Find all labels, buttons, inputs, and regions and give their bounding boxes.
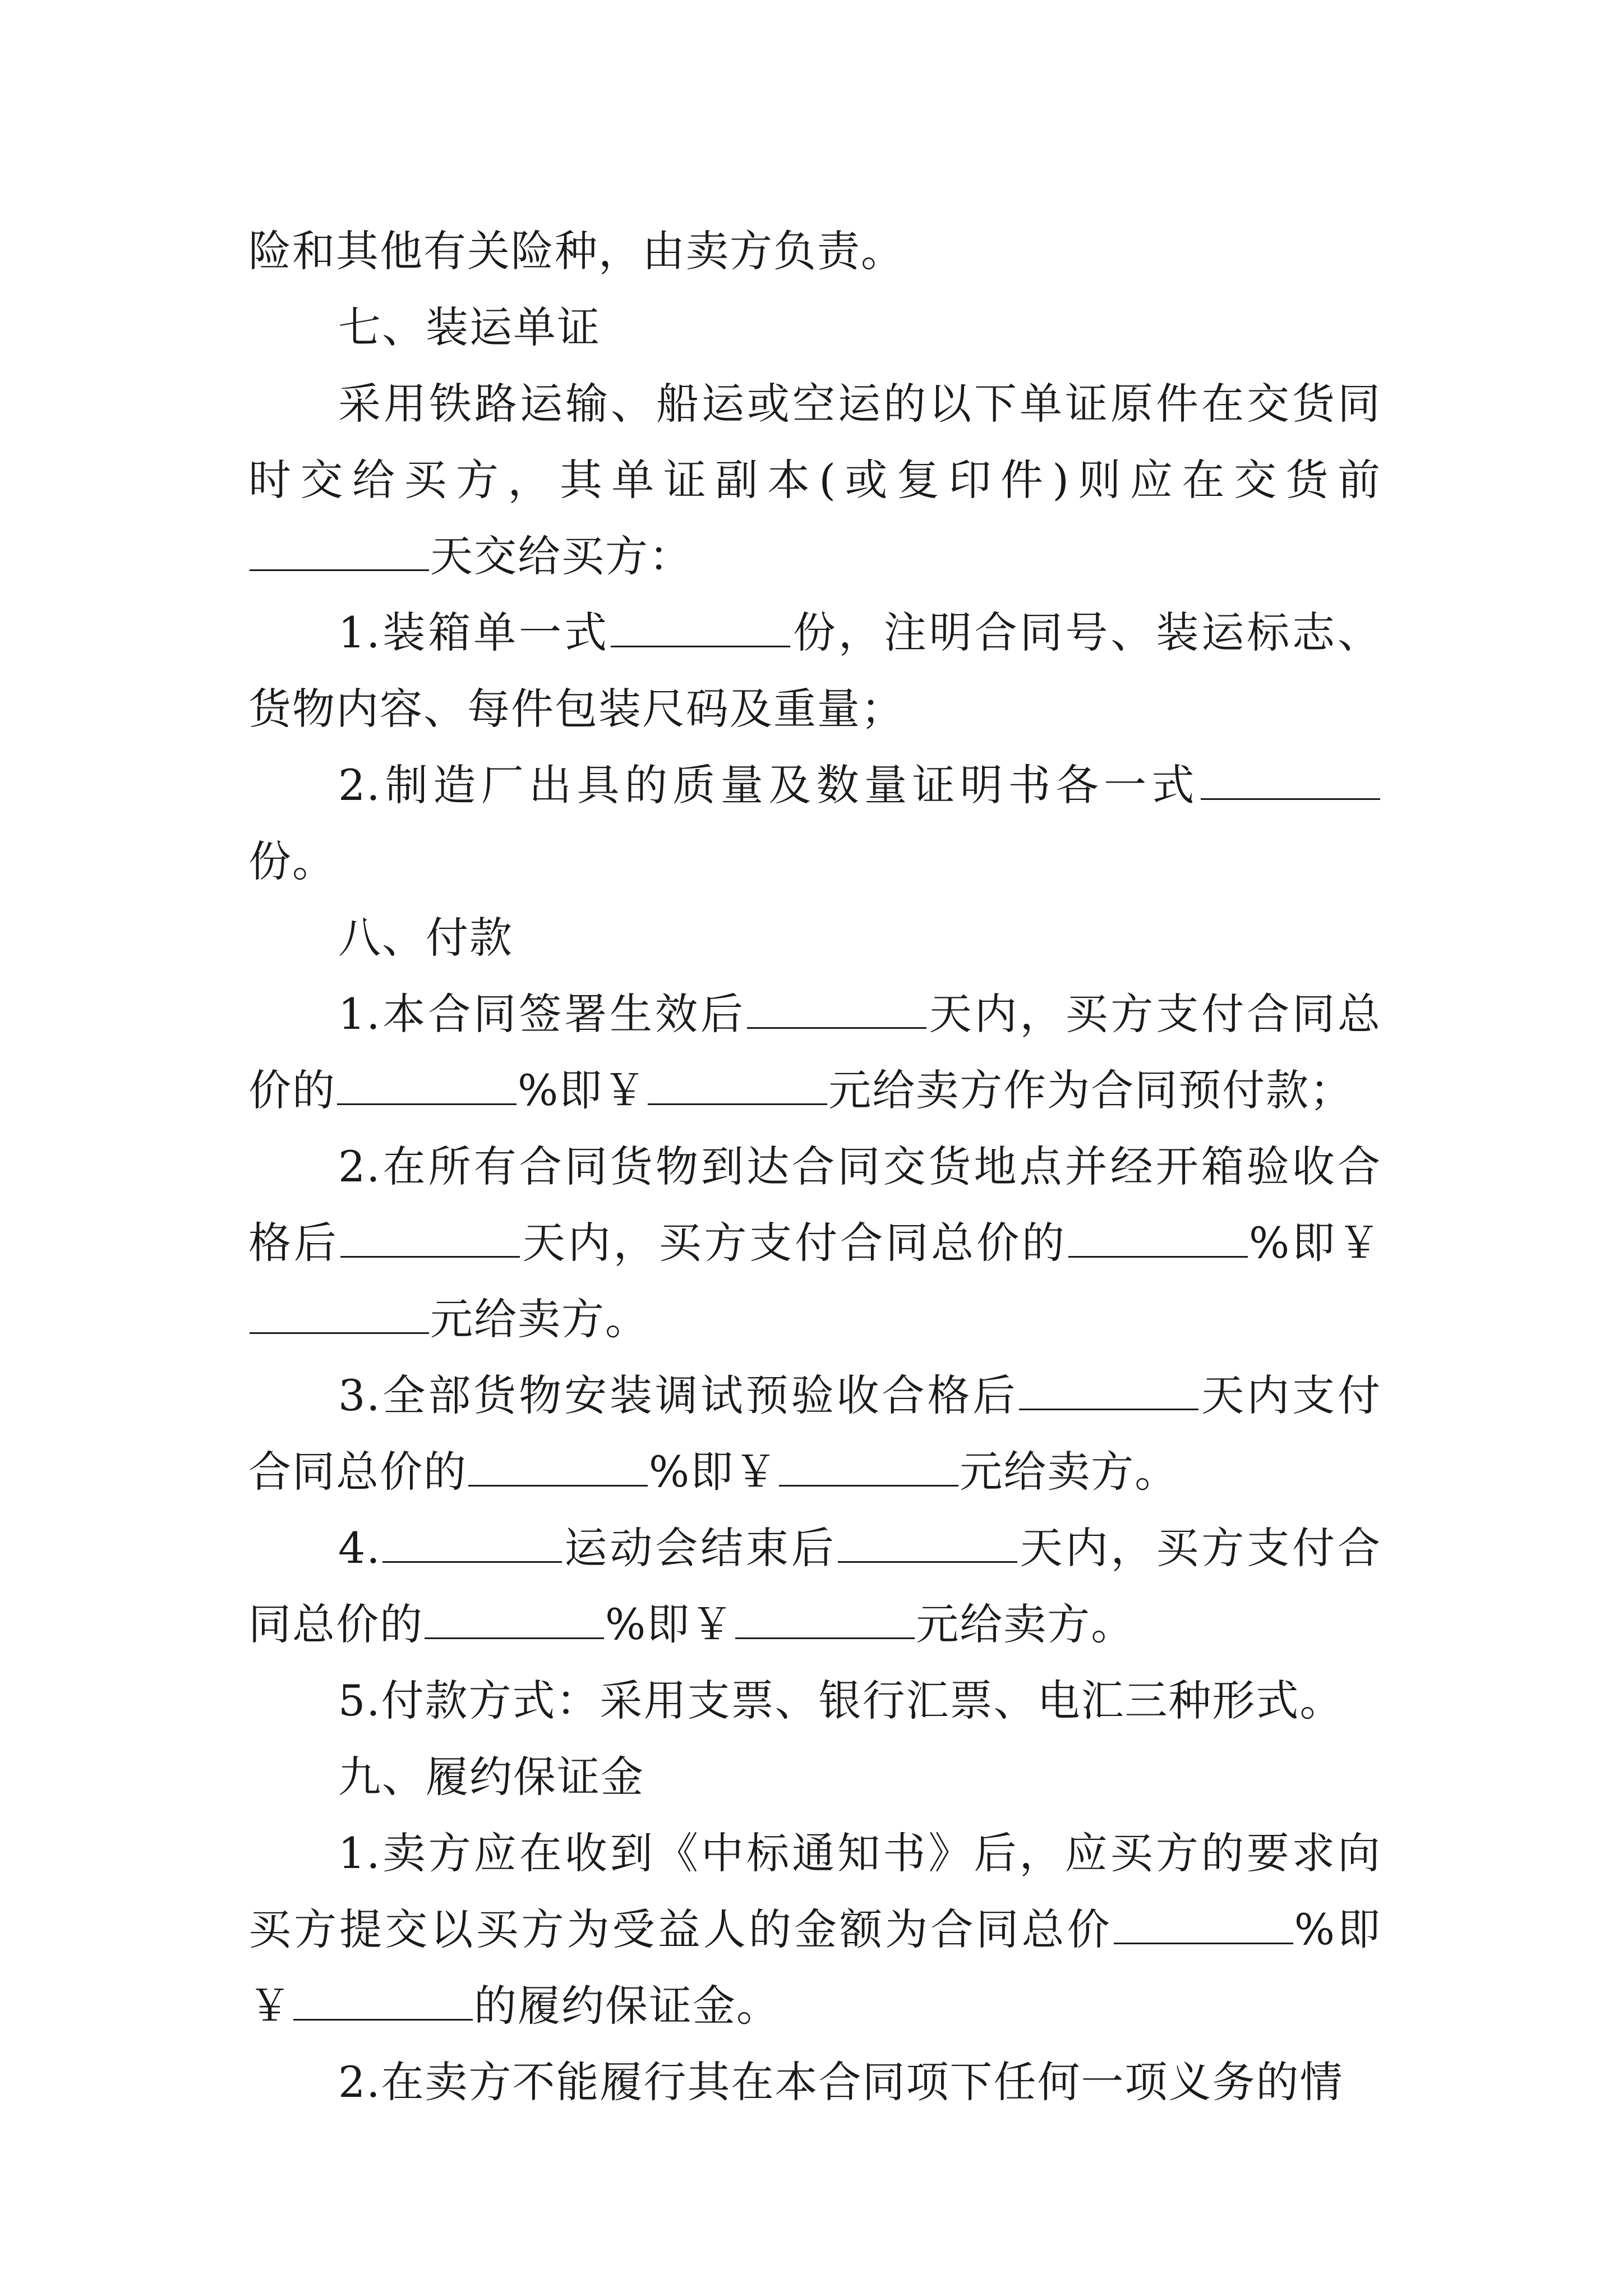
paragraph [248,595,1381,747]
paragraph-text: 八、付款 [338,913,513,963]
fill-in-blank[interactable] [293,1980,473,2021]
paragraph-text: 天内，买方支付合同总价的 [248,989,1381,1115]
paragraph-text: 4. [338,1523,381,1573]
paragraph-text: 2.在所有合同货物到达合同交货地点并经开箱验收合格后 [248,1142,1381,1268]
paragraph-text: 3.全部货物安装调试预验收合格后 [338,1370,1018,1420]
fill-in-blank[interactable] [337,1064,517,1105]
fill-in-blank[interactable] [747,988,926,1029]
paragraph-text: %即￥ [605,1599,735,1649]
paragraph-text: 险和其他有关险种，由卖方负责。 [248,226,905,276]
fill-in-blank[interactable] [425,1598,604,1639]
fill-in-blank[interactable] [250,1293,429,1334]
paragraph-text: 元给卖方。 [916,1599,1135,1649]
paragraph-text: %即￥ [1248,1218,1382,1268]
paragraph [248,289,1381,366]
paragraph-text: 元给卖方。 [960,1447,1179,1497]
fill-in-blank[interactable] [611,606,790,647]
paragraph-text: 天内，买方支付合同总价的 [248,1523,1382,1649]
paragraph-text: 九、履约保证金 [338,1752,644,1802]
fill-in-blank[interactable] [1201,759,1380,800]
paragraph [248,747,1381,900]
paragraph-text: %即￥ [248,1904,1382,2031]
fill-in-blank[interactable] [1019,1369,1198,1410]
paragraph-text: 七、装运单证 [338,302,601,352]
paragraph-text: 天内，买方支付合同总价的 [520,1218,1067,1268]
fill-in-blank[interactable] [1068,1217,1248,1258]
fill-in-blank[interactable] [382,1522,562,1563]
paragraph-text: 运动会结束后 [562,1523,837,1573]
paragraph [248,366,1381,595]
fill-in-blank[interactable] [1114,1903,1293,1944]
paragraph [248,1815,1381,2044]
paragraph-text: 采用铁路运输、船运或空运的以下单证原件在交货同时交给买方，其单证副本(或复印件)则应在交货前 [248,379,1381,505]
fill-in-blank[interactable] [468,1446,648,1487]
paragraph-text: 2.在卖方不能履行其在本合同项下任何一项义务的情 [338,2057,1344,2107]
paragraph [248,1129,1381,1358]
paragraph [248,1739,1381,1815]
paragraph-text: 天交给买方： [430,531,693,581]
paragraph-text: 份，注明合同号、装运标志、货物内容、每件包装尺码及重量； [248,608,1382,734]
paragraph-text: 的履约保证金。 [474,1981,780,2031]
fill-in-blank[interactable] [838,1522,1017,1563]
paragraph [248,1663,1381,1739]
paragraph [248,213,1381,289]
paragraph [248,976,1381,1129]
paragraph [248,1358,1381,1510]
fill-in-blank[interactable] [648,1064,827,1105]
fill-in-blank[interactable] [735,1598,915,1639]
fill-in-blank[interactable] [779,1446,958,1487]
paragraph-text: 2.制造厂出具的质量及数量证明书各一式 [338,760,1200,810]
fill-in-blank[interactable] [340,1217,520,1258]
paragraph [248,1510,1381,1663]
paragraph-text: %即￥ [518,1065,647,1115]
paragraph-text: 份。 [248,836,336,886]
fill-in-blank[interactable] [250,530,429,571]
paragraph [248,900,1381,976]
paragraph-text: 1.装箱单一式 [338,608,610,657]
paragraph-text: 元给卖方作为合同预付款； [828,1065,1354,1115]
paragraph [248,2044,1381,2120]
document-body [248,213,1381,2120]
paragraph-text: 1.卖方应在收到《中标通知书》后，应买方的要求向买方提交以买方为受益人的金额为合同总价 [248,1828,1381,1954]
paragraph-text: 1.本合同签署生效后 [338,989,746,1039]
paragraph-text: 元给卖方。 [430,1294,649,1344]
paragraph-text: 天内支付合同总价的 [248,1370,1382,1497]
paragraph-text: 5.付款方式：采用支票、银行汇票、电汇三种形式。 [338,1676,1344,1726]
paragraph-text: %即￥ [649,1447,778,1497]
